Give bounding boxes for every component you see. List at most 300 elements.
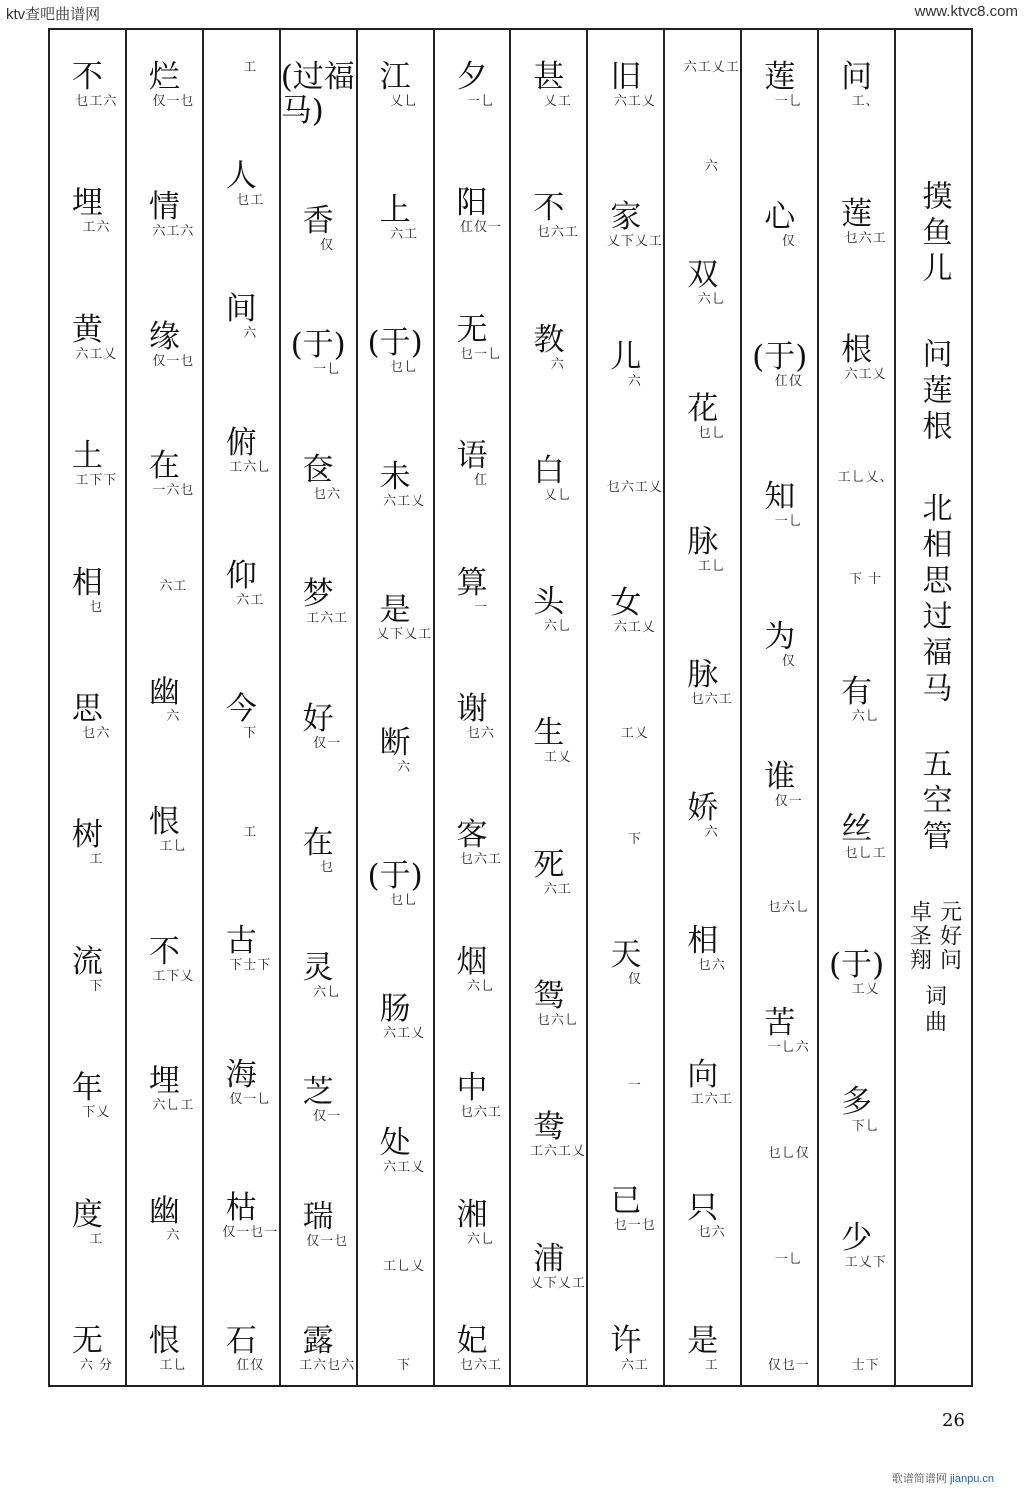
- gongche-notation: 工六: [82, 220, 111, 236]
- gongche-notation: 工乚: [159, 1357, 188, 1373]
- gongche-notation: 六工六: [152, 223, 195, 239]
- notation-cell: [225, 825, 257, 840]
- gongche-notation: 工、: [851, 94, 880, 109]
- gongche-notation: 工乂下: [844, 1255, 887, 1271]
- watermark-bottom-site: jianpu.cn: [949, 1473, 994, 1485]
- score-column: [817, 30, 894, 1385]
- lyric-char: 谁: [764, 759, 796, 795]
- notation-cell: [302, 204, 334, 253]
- score-column: [663, 30, 740, 1385]
- lyric-char: 天: [610, 937, 642, 973]
- notation-cell: [57, 439, 117, 488]
- gongche-notation: 仅一乚: [229, 1091, 272, 1107]
- lyric-char: 为: [764, 619, 796, 655]
- lyric-char: 娇: [687, 790, 719, 827]
- lyric-char: 无: [456, 311, 488, 348]
- notation-cell: [379, 726, 411, 775]
- gongche-notation: 乜工六: [75, 94, 118, 109]
- gongche-notation: 工六工乂: [529, 1144, 586, 1160]
- gongche-notation: 六工乂: [613, 94, 656, 109]
- gongche-notation: 乜乚: [390, 360, 419, 376]
- lyric-char: 旧: [610, 59, 642, 95]
- gongche-notation: 六乚工: [152, 1098, 195, 1114]
- lyric-char: 断: [379, 724, 411, 761]
- lyric-char: 是: [687, 1322, 719, 1359]
- notation-cell: [526, 716, 572, 765]
- lyric-char: 不: [71, 59, 103, 95]
- gongche-notation: 六: [243, 326, 258, 342]
- lyric-char: 烂: [148, 59, 180, 95]
- credit-roles: 词曲: [921, 984, 947, 1036]
- notation-cell: [596, 586, 656, 635]
- gongche-notation: 乜乚仅: [767, 1146, 810, 1161]
- piece-title: 摸鱼儿: [916, 180, 952, 288]
- notation-cell: [456, 439, 488, 488]
- notation-cell: [834, 1085, 880, 1134]
- gongche-notation: 一乚: [774, 514, 803, 529]
- gongche-notation: 仜仅: [774, 374, 803, 389]
- lyric-char: 今: [225, 690, 257, 727]
- gongche-notation: 仅一: [774, 794, 803, 809]
- gongche-notation: 一六乜: [152, 483, 195, 499]
- notation-cell: [442, 313, 502, 362]
- lyric-char: (于): [290, 327, 346, 363]
- lyric-char: 少: [841, 1220, 873, 1257]
- notation-cell: [281, 1324, 355, 1373]
- lyric-char: 苦: [764, 1005, 796, 1041]
- notation-cell: [365, 1126, 425, 1175]
- gongche-notation: 六工: [543, 881, 572, 897]
- gongche-notation: 仅一乜: [152, 353, 195, 369]
- lyric-char: 妃: [456, 1322, 488, 1359]
- notation-cell: [827, 333, 887, 382]
- notation-cell: [281, 60, 356, 128]
- lyric-char: 人: [225, 158, 257, 195]
- notation-cell: [764, 620, 796, 669]
- notation-cell: [687, 791, 719, 840]
- notation-cell: [589, 200, 663, 249]
- notation-cell: [680, 924, 726, 973]
- gongche-notation: 六: [166, 708, 181, 724]
- lyric-char: 芝: [302, 1074, 334, 1110]
- notation-cell: [372, 60, 418, 109]
- gongche-notation: 六工乂: [75, 346, 118, 362]
- lyric-char: 中: [456, 1070, 488, 1107]
- notation-cell: [288, 1200, 348, 1249]
- gongche-notation: 乜一乜: [613, 1218, 656, 1233]
- lyric-char: 家: [610, 199, 642, 235]
- notation-cell: [365, 460, 425, 509]
- lyric-char: 石: [225, 1322, 257, 1359]
- notation-cell: [365, 1259, 425, 1274]
- gongche-notation: 工六乚: [229, 459, 272, 475]
- lyric-char: 树: [71, 817, 103, 854]
- notation-cell: [225, 60, 257, 75]
- notation-cell: [442, 186, 502, 235]
- lyric-char: 流: [71, 943, 103, 980]
- lyric-char: 好: [302, 700, 334, 737]
- gongche-notation: 工六工: [690, 1091, 733, 1107]
- lyric-char: 夕: [456, 59, 488, 95]
- notation-cell: [367, 326, 422, 375]
- lyric-char: 灵: [302, 949, 334, 986]
- notation-cell: [827, 1221, 887, 1270]
- notation-cell: [288, 577, 348, 626]
- lyric-char: 客: [456, 817, 488, 854]
- gongche-notation: 乜六: [697, 1224, 726, 1240]
- lyric-char: 莲: [841, 195, 873, 232]
- gongche-notation: 下 十: [849, 572, 883, 588]
- gongche-notation: 乂乚: [543, 487, 572, 503]
- notation-cell: [829, 948, 884, 997]
- notation-cell: [71, 945, 103, 994]
- gongche-notation: 乜乚: [390, 893, 419, 909]
- gongche-notation: 工乂: [851, 982, 880, 998]
- score-column: [586, 30, 663, 1385]
- notation-cell: [225, 692, 257, 741]
- notation-cell: [449, 945, 495, 994]
- notation-cell: [687, 1324, 719, 1373]
- gongche-notation: 乂下乂工: [376, 626, 433, 642]
- gongche-notation: 六: [704, 825, 719, 841]
- lyric-char: 语: [456, 438, 488, 475]
- gongche-notation: 六 分: [79, 1357, 113, 1373]
- lyric-char: 幽: [148, 1193, 180, 1230]
- score-column: [279, 30, 356, 1385]
- notation-cell: [596, 1184, 656, 1233]
- notation-cell: [834, 1358, 880, 1373]
- score-column: [509, 30, 586, 1385]
- notation-cell: [64, 1071, 110, 1120]
- lyric-char: 只: [687, 1189, 719, 1226]
- notation-cell: [666, 60, 740, 75]
- gongche-notation: 下: [627, 832, 642, 847]
- notation-cell: [442, 1071, 502, 1120]
- notation-cell: [680, 525, 726, 574]
- gongche-notation: 仜仅一: [460, 220, 503, 236]
- gongche-notation: 乜六: [313, 486, 342, 502]
- watermark-top-right: www.ktvc8.com: [914, 3, 1018, 20]
- lyric-char: 脉: [687, 523, 719, 560]
- gongche-notation: 乂下乂工: [529, 1275, 586, 1291]
- notation-cell: [141, 805, 187, 854]
- notation-cell: [64, 692, 110, 741]
- watermark-top-left: ktv查吧曲谱网: [6, 6, 101, 23]
- gongche-notation: 乜六工: [690, 691, 733, 707]
- gongche-notation: 一乚: [774, 94, 803, 109]
- gongche-notation: 六乚: [313, 984, 342, 1000]
- gongche-notation: 下: [397, 1357, 412, 1373]
- notation-cell: [211, 1058, 271, 1107]
- lyric-char: 教: [533, 321, 565, 358]
- notation-cell: [134, 320, 194, 369]
- notation-cell: [820, 470, 894, 485]
- gongche-notation: 六工: [390, 227, 419, 243]
- notation-cell: [519, 979, 579, 1028]
- notation-cell: [526, 848, 572, 897]
- gongche-notation: 乜六: [697, 958, 726, 974]
- gongche-notation: 仅一乜: [152, 94, 195, 109]
- notation-cell: [827, 812, 887, 861]
- lyric-char: 双: [687, 257, 719, 294]
- gongche-notation: 六乚: [467, 978, 496, 994]
- piece-subtitle: 问莲根: [916, 338, 952, 446]
- lyric-char: 相: [71, 564, 103, 601]
- gongche-notation: 六乚: [543, 619, 572, 635]
- gongche-notation: 乜六工: [536, 225, 579, 241]
- gongche-notation: 乂工: [543, 94, 572, 109]
- notation-cell: [295, 951, 341, 1000]
- notation-cell: [764, 200, 796, 249]
- lyric-char: (于): [752, 339, 808, 375]
- gongche-notation: 下士下: [229, 958, 272, 974]
- lyric-char: 心: [764, 199, 796, 235]
- notation-cell: [589, 480, 663, 495]
- gongche-notation: 乂乚: [390, 94, 419, 109]
- gongche-notation: 工: [243, 60, 258, 75]
- notation-cell: [449, 1198, 495, 1247]
- gongche-notation: 士下: [851, 1357, 880, 1373]
- score-column: [740, 30, 817, 1385]
- lyric-char: 脉: [687, 656, 719, 693]
- lyric-char: 白: [533, 452, 565, 489]
- gongche-notation: 乜: [89, 599, 104, 615]
- notation-cell: [225, 292, 257, 341]
- notation-cell: [752, 340, 807, 389]
- gongche-notation: 下乂: [82, 1105, 111, 1121]
- notation-cell: [365, 992, 425, 1041]
- lyric-char: 鸳: [533, 978, 565, 1015]
- notation-cell: [757, 60, 803, 109]
- gongche-notation: 六工: [620, 1358, 649, 1373]
- notation-cell: [673, 658, 733, 707]
- notation-cell: [367, 859, 422, 908]
- notation-cell: [372, 193, 418, 242]
- notation-cell: [750, 900, 810, 915]
- gongche-notation: 六工乂: [613, 620, 656, 635]
- notation-cell: [57, 313, 117, 362]
- lyric-char: 无: [71, 1322, 103, 1359]
- notation-cell: [148, 1194, 180, 1243]
- notation-cell: [831, 572, 882, 587]
- lyric-char: 儿: [610, 339, 642, 375]
- notation-cell: [141, 579, 187, 594]
- gongche-notation: 工下乂: [152, 968, 195, 984]
- gongche-notation: 六工乂工: [683, 60, 740, 75]
- gongche-notation: 工六乜六: [299, 1358, 356, 1373]
- gongche-notation: 一乚六: [767, 1040, 810, 1055]
- gongche-notation: 仅: [781, 654, 796, 669]
- title-column: [894, 30, 971, 1385]
- page-number: 26: [942, 1410, 965, 1431]
- gongche-notation: 下: [243, 725, 258, 741]
- notation-cell: [295, 1075, 341, 1124]
- notation-cell: [596, 60, 656, 109]
- notation-cell: [449, 60, 495, 109]
- notation-cell: [526, 60, 572, 109]
- notation-cell: [295, 702, 341, 751]
- gongche-notation: 一: [627, 1078, 642, 1093]
- lyric-char: 古: [225, 923, 257, 960]
- notation-cell: [827, 197, 887, 246]
- lyric-char: 浦: [533, 1240, 565, 1277]
- notation-cell: [610, 340, 642, 389]
- notation-cell: [442, 1324, 502, 1373]
- notation-cell: [757, 480, 803, 529]
- lyric-char: 烟: [456, 943, 488, 980]
- notation-cell: [358, 593, 432, 642]
- gongche-notation: 工六工: [306, 611, 349, 626]
- gongche-notation: 下: [89, 978, 104, 994]
- lyric-char: 情: [148, 188, 180, 225]
- lyric-char: 在: [302, 825, 334, 861]
- lyric-char: 知: [764, 479, 796, 515]
- notation-cell: [442, 818, 502, 867]
- lyric-char: 瑞: [302, 1198, 334, 1235]
- notation-cell: [379, 1358, 411, 1373]
- lyric-char: (于): [367, 858, 423, 895]
- lyricist: 元好问: [936, 900, 962, 972]
- notation-cell: [134, 60, 194, 109]
- notation-cell: [757, 760, 803, 809]
- watermark-bottom-cn: 歌谱简谱网: [891, 1473, 947, 1485]
- lyric-char: 恨: [148, 803, 180, 840]
- credits: [906, 900, 962, 972]
- lyric-char: 相: [687, 923, 719, 960]
- composer: 卓圣翔: [906, 900, 932, 972]
- gongche-notation: 六乚: [467, 1231, 496, 1247]
- notation-cell: [750, 1358, 810, 1373]
- gongche-notation: 一乚: [774, 1252, 803, 1267]
- gongche-notation: 乜六: [82, 725, 111, 741]
- notation-cell: [456, 566, 488, 615]
- notation-cell: [134, 935, 194, 984]
- gongche-notation: 乜工: [236, 193, 265, 209]
- gongche-notation: 六乚: [851, 708, 880, 724]
- notation-cell: [204, 1191, 278, 1240]
- notation-cell: [134, 449, 194, 498]
- lyric-char: 黄: [71, 311, 103, 348]
- notation-cell: [687, 159, 719, 174]
- lyric-char: 梦: [302, 576, 334, 612]
- notation-cell: [610, 832, 642, 847]
- lyric-char: 向: [687, 1056, 719, 1093]
- lyric-char: 幽: [148, 673, 180, 710]
- gongche-notation: 仜: [474, 473, 489, 489]
- lyric-char: 处: [379, 1124, 411, 1161]
- notation-cell: [610, 1078, 642, 1093]
- gongche-notation: 仅一: [313, 1109, 342, 1124]
- lyric-char: 俯: [225, 424, 257, 461]
- gongche-notation: 乜六工: [460, 1357, 503, 1373]
- notation-cell: [134, 1064, 194, 1113]
- gongche-notation: 仅一: [313, 735, 342, 751]
- gongche-notation: 六: [550, 356, 565, 372]
- notation-cell: [291, 328, 346, 377]
- lyric-char: 香: [302, 202, 334, 239]
- score-column: [356, 30, 433, 1385]
- lyric-char: 甚: [533, 59, 565, 95]
- lyric-char: 死: [533, 846, 565, 883]
- gongche-notation: 乜乚工: [844, 845, 887, 861]
- notation-cell: [680, 392, 726, 441]
- lyric-char: (于): [829, 947, 885, 984]
- lyric-char: 土: [71, 438, 103, 475]
- lyric-char: 埋: [148, 1063, 180, 1100]
- lyric-char: 许: [610, 1323, 642, 1359]
- gongche-notation: 六工: [159, 579, 188, 595]
- lyric-char: 丝: [841, 810, 873, 847]
- gongche-notation: 仅: [320, 237, 335, 253]
- lyric-char: 问: [841, 59, 873, 95]
- gongche-notation: 工: [89, 1231, 104, 1247]
- notation-cell: [680, 1191, 726, 1240]
- notation-cell: [134, 190, 194, 239]
- lyric-char: 江: [379, 59, 411, 95]
- notation-cell: [512, 1242, 586, 1291]
- lyric-char: 生: [533, 715, 565, 752]
- lyric-char: 未: [379, 458, 411, 495]
- notation-cell: [211, 924, 271, 973]
- gongche-notation: 乜六工乂: [606, 480, 663, 495]
- notation-cell: [750, 1006, 810, 1055]
- gongche-notation: 一: [474, 599, 489, 615]
- score-column: [433, 30, 510, 1385]
- gongche-notation: 六: [166, 1228, 181, 1244]
- gongche-notation: 乂下乂工: [606, 234, 663, 249]
- lyric-char: 度: [71, 1196, 103, 1233]
- notation-cell: [834, 675, 880, 724]
- notation-cell: [512, 1110, 586, 1159]
- gongche-notation: 六工乂: [383, 1026, 426, 1042]
- gongche-notation: 乜乚: [697, 425, 726, 441]
- gongche-notation: 工: [704, 1357, 719, 1373]
- notation-cell: [757, 1252, 803, 1267]
- notation-cell: [295, 453, 341, 502]
- gongche-notation: 工乂: [620, 726, 649, 741]
- lyric-char: 露: [302, 1323, 334, 1359]
- notation-cell: [610, 938, 642, 987]
- lyric-char: 年: [71, 1070, 103, 1107]
- gongche-notation: 仅: [781, 234, 796, 249]
- lyric-char: 根: [841, 332, 873, 369]
- notation-cell: [218, 159, 264, 208]
- notation-cell: [218, 559, 264, 608]
- gongche-notation: 工乚乂: [383, 1258, 426, 1274]
- lyric-char: 已: [610, 1183, 642, 1219]
- gongche-notation: 工: [89, 852, 104, 868]
- lyric-char: 阳: [456, 185, 488, 222]
- notation-cell: [71, 566, 103, 615]
- notation-cell: [449, 692, 495, 741]
- lyric-char: 上: [379, 192, 411, 229]
- notation-cell: [302, 826, 334, 875]
- gongche-notation: 仅一乜一: [222, 1224, 279, 1240]
- lyric-char: 埋: [71, 185, 103, 222]
- score-table: [48, 28, 973, 1387]
- lyric-char: 是: [379, 591, 411, 628]
- gongche-notation: 仅乜一: [767, 1358, 810, 1373]
- gongche-notation: 六: [627, 374, 642, 389]
- notation-cell: [603, 1324, 649, 1373]
- notation-cell: [673, 1058, 733, 1107]
- gongche-notation: 工下下: [75, 473, 118, 489]
- gongche-notation: 六乚: [697, 292, 726, 308]
- lyric-char: 花: [687, 390, 719, 427]
- notation-cell: [62, 1324, 113, 1373]
- score-column: [125, 30, 202, 1385]
- lyric-char: 湘: [456, 1196, 488, 1233]
